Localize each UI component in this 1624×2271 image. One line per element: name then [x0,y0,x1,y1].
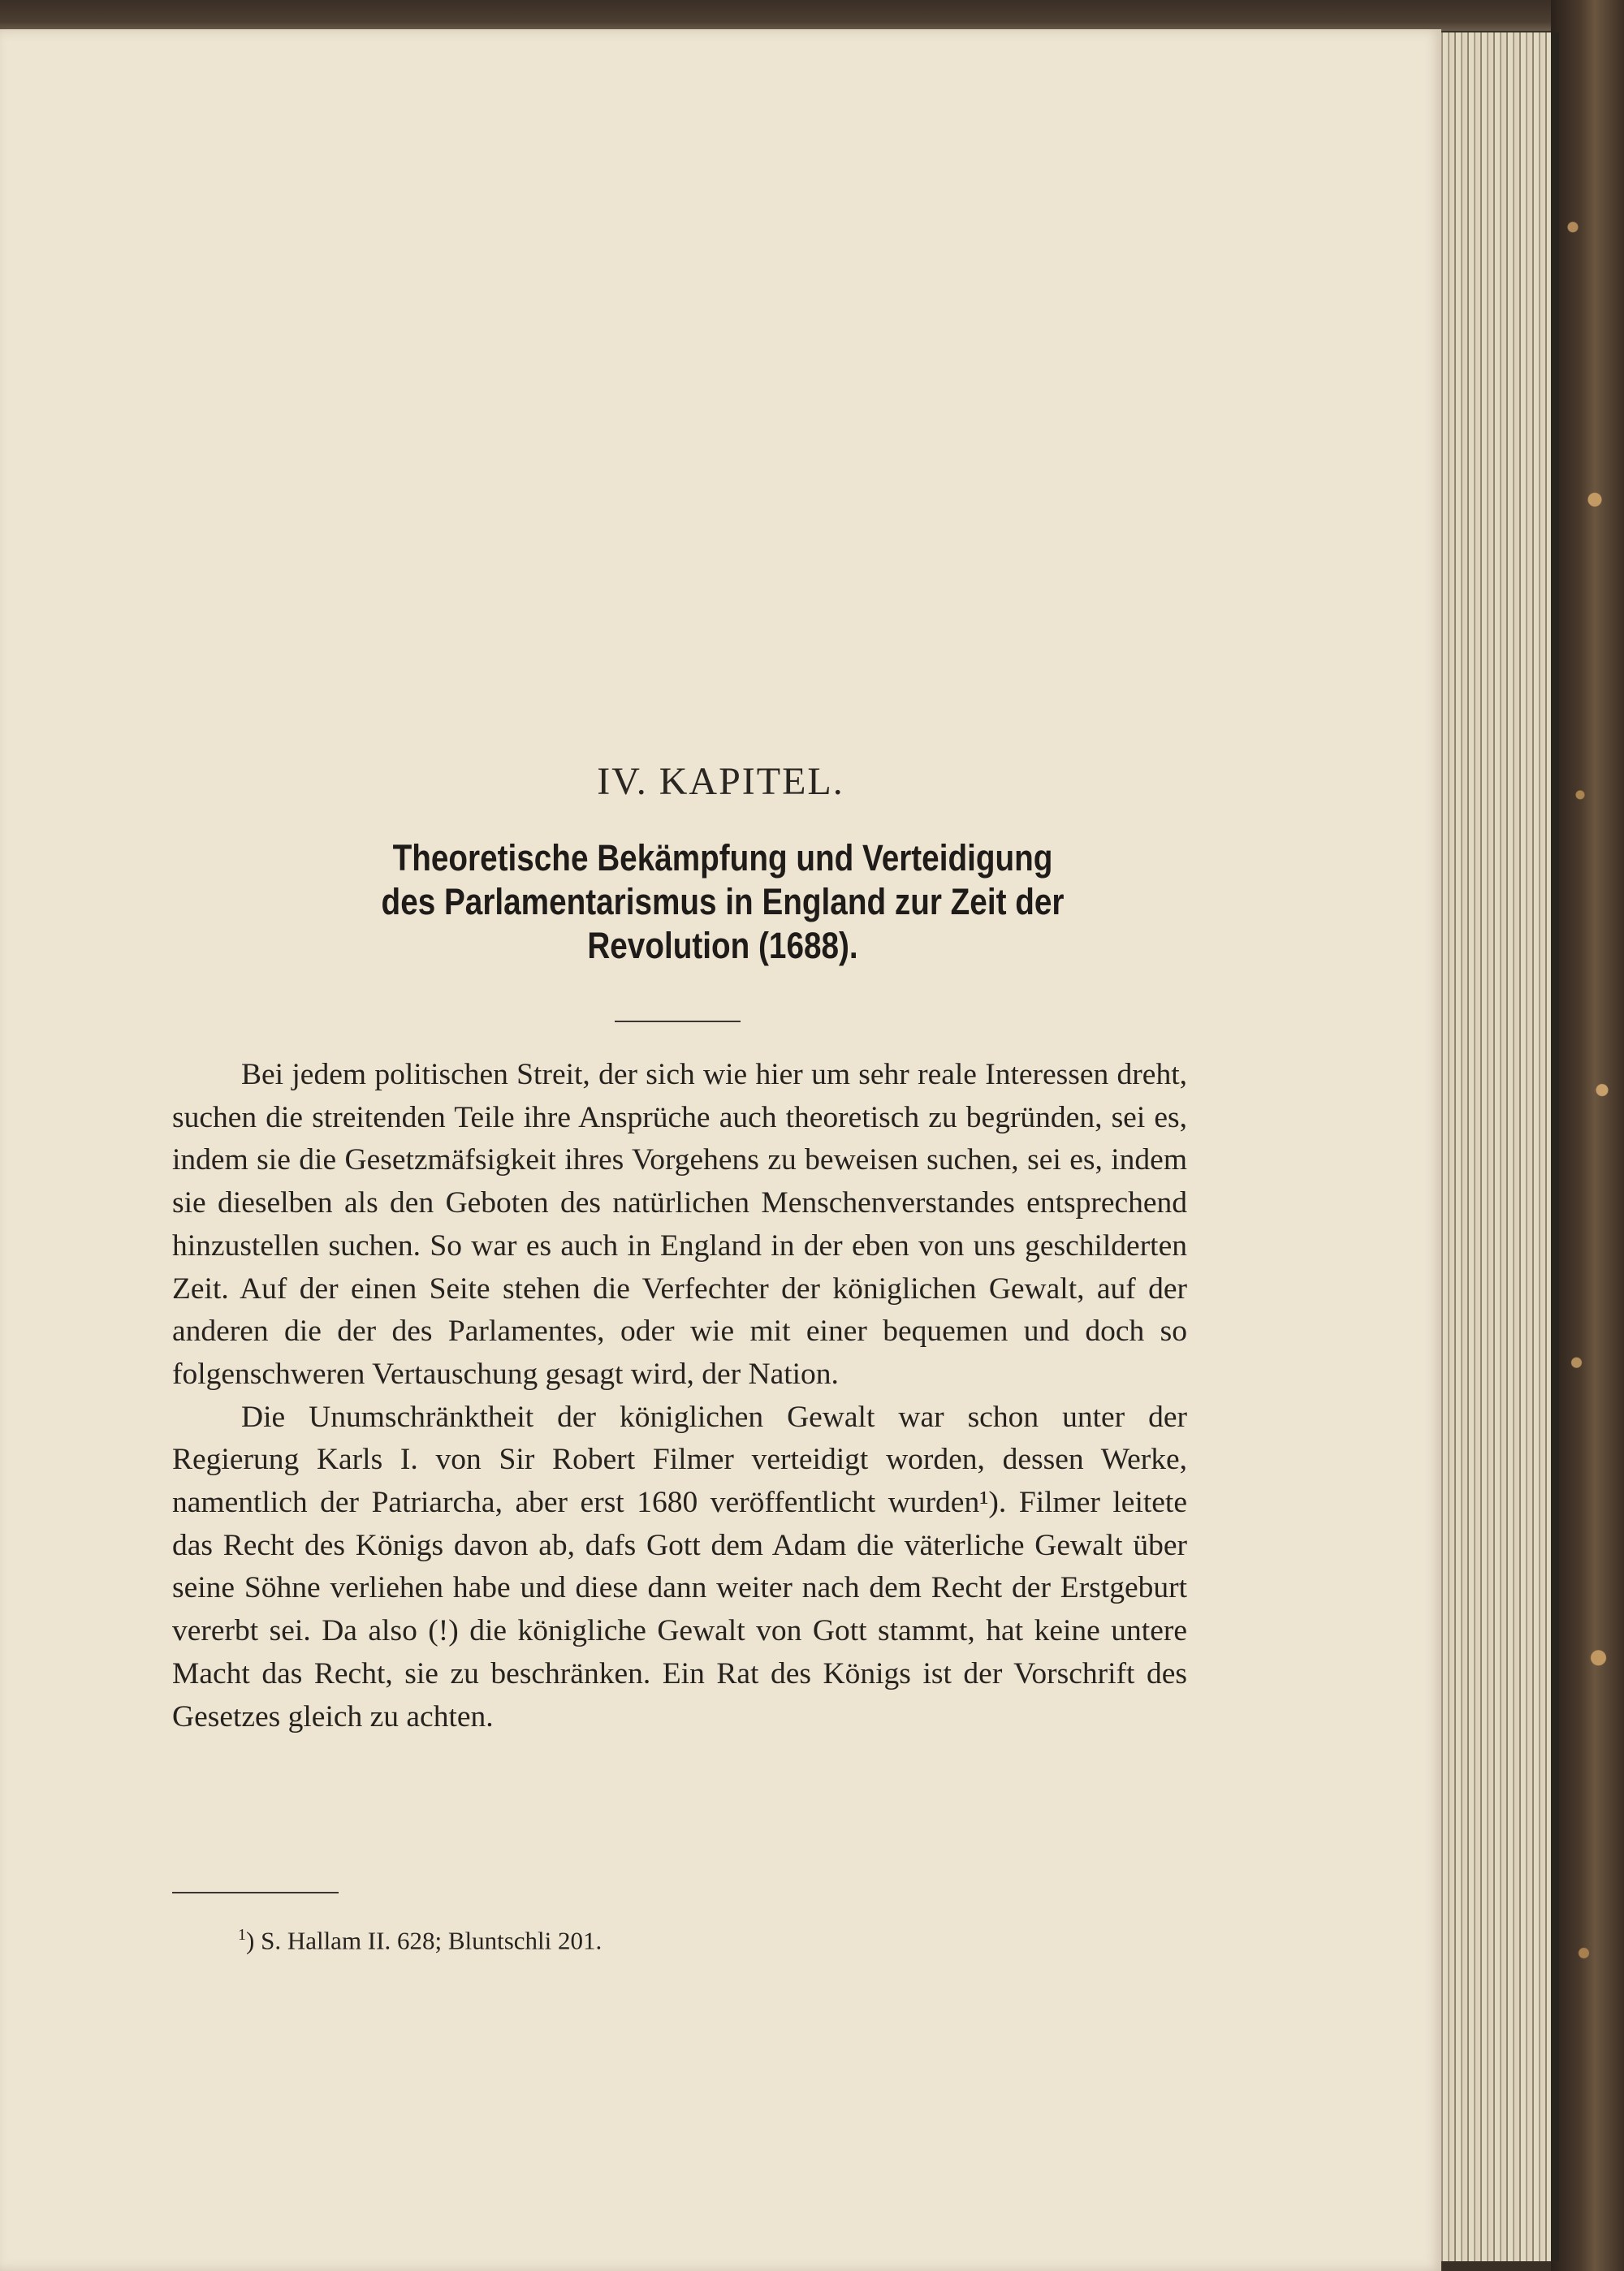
paragraph: Die Unumschränktheit der königlichen Gewalt war schon unter der Regierung Karls I. von Sir Robert Filmer verteidigt worden, dessen Werke, namentlich der Patriarcha, aber erst 1680 veröffentlicht wurden¹). Filmer leitete das Recht des Königs davon ab, dafs Gott dem Adam die väterliche Gewalt über seine Söhne verliehen habe und diese dann weiter nach dem Recht der Erstgeburt vererbt sei. Da also (!) die königliche Gewalt von Gott stammt, hat keine untere Macht das Recht, sie zu beschränken. Ein Rat des Königs ist der Vorschrift des Gesetzes gleich zu achten. [172,1400,1187,1733]
chapter-title-line: Theoretische Bekämpfung und Verteidigung [392,837,1053,879]
chapter-title-line: des Parlamentarismus in England zur Zeit der [381,881,1065,922]
chapter-title-line: Revolution (1688). [587,925,858,966]
cover-edge [1551,32,1559,2261]
title-divider [615,1021,741,1022]
book-binding [1551,0,1624,2271]
chapter-title [283,836,1163,968]
footnote [238,1926,602,1955]
paragraph: Bei jedem politischen Streit, der sich wie hier um sehr reale Interessen dreht, suchen die streitenden Teile ihre Ansprüche auch theoretisch zu begründen, sei es, indem sie die Gesetzmäfsigkeit ihres Vorgehens zu beweisen suchen, sei es, indem sie dieselben als den Geboten des natürlichen Menschenverstandes entsprechend hinzustellen suchen. So war es auch in England in der eben von uns geschilderten Zeit. Auf der einen Seite stehen die Verfechter der königlichen Gewalt, auf der anderen die der des Parlamentes, oder wie mit einer bequemen und doch so folgenschweren Vertauschung gesagt wird, der Nation. [172,1058,1187,1391]
footnote-divider [172,1892,339,1893]
book-top-edge [0,0,1624,31]
body-text [172,1054,1187,1738]
page-edges [1441,32,1557,2261]
chapter-heading: IV. KAPITEL. [597,760,844,803]
footnote-marker: 1 [238,1926,246,1944]
footnote-text: ) S. Hallam II. 628; Bluntschli 201. [246,1926,603,1955]
